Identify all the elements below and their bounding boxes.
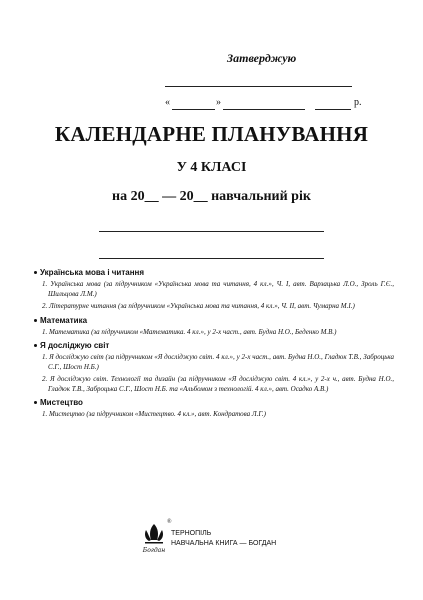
subject-title-text: Мистецтво — [40, 398, 83, 407]
subject-section — [34, 341, 394, 394]
publisher-name: НАВЧАЛЬНА КНИГА — БОГДАН — [171, 540, 277, 547]
subject-title-text: Я досліджую світ — [40, 341, 110, 350]
publisher-block — [141, 521, 276, 557]
subject-title — [34, 316, 394, 325]
bullet-icon — [34, 401, 37, 404]
class-heading: У 4 КЛАСІ — [176, 160, 247, 175]
page-title: КАЛЕНДАРНЕ ПЛАНУВАННЯ — [54, 122, 369, 146]
blank-line-1 — [99, 231, 324, 232]
subject-title-text: Українська мова і читання — [40, 268, 145, 277]
subject-title — [34, 341, 394, 350]
academic-year-heading: на 20__ — 20__ навчальний рік — [112, 189, 311, 204]
date-close-quote: » — [216, 97, 221, 108]
subject-section — [34, 398, 394, 420]
date-year-suffix: р. — [354, 97, 362, 108]
bullet-icon — [34, 271, 37, 274]
bullet-icon — [34, 319, 37, 322]
date-open-quote: « — [165, 97, 170, 108]
blank-line-2 — [99, 258, 324, 259]
subject-title-text: Математика — [40, 315, 88, 325]
date-day-blank — [172, 109, 215, 110]
subject-title — [34, 398, 394, 407]
list-item: 1. Я досліджую світ (за підручником «Я досліджую світ. 4 кл.», у 2-х част., авт. Будна Н.О., Гладюк Т.В., Заброцька С.Г., Шост Н.Б.) — [42, 353, 394, 371]
registered-mark: ® — [167, 519, 172, 525]
publisher-city: ТЕРНОПІЛЬ — [171, 530, 212, 537]
subject-section — [34, 268, 394, 312]
logo-script-text: Богдан — [142, 547, 166, 554]
approval-label: Затверджую — [227, 51, 297, 65]
bullet-icon — [34, 344, 37, 347]
list-item: 1. Українська мова (за підручником «Українська мова та читання, 4 кл.», Ч. І, авт. Варзацька Л.О., Зроль Г.Є., Шильцова Л.М.) — [42, 280, 394, 298]
approval-signature-line — [165, 86, 352, 87]
list-item: 2. Літературне читання (за підручником «Українська мова та читання, 4 кл.», Ч. ІІ, авт. Чумарна М.І.) — [42, 302, 355, 310]
date-year-blank — [315, 109, 351, 110]
list-item: 1. Математика (за підручником «Математика. 4 кл.», у 2-х част., авт. Будна Н.О., Беденко М.В.) — [42, 327, 337, 336]
subjects-list — [34, 268, 394, 424]
subject-section — [34, 316, 394, 338]
publisher-text — [171, 529, 276, 549]
publisher-logo-icon — [141, 521, 167, 557]
date-month-blank — [223, 109, 305, 110]
subject-title — [34, 268, 394, 277]
list-item: 2. Я досліджую світ. Технології та дизайн (за підручником «Я досліджую світ. 4 кл.», у 2-х ч., авт. Будна Н.О., Гладюк Т.В., Заброцька С.Г., Шост Н.Б. та «Альбомом з технологій. 4 кл.», авт. Осадко А.В.) — [42, 375, 394, 393]
list-item: 1. Мистецтво (за підручником «Мистецтво. 4 кл.», авт. Кондратова Л.Г.) — [42, 410, 266, 418]
